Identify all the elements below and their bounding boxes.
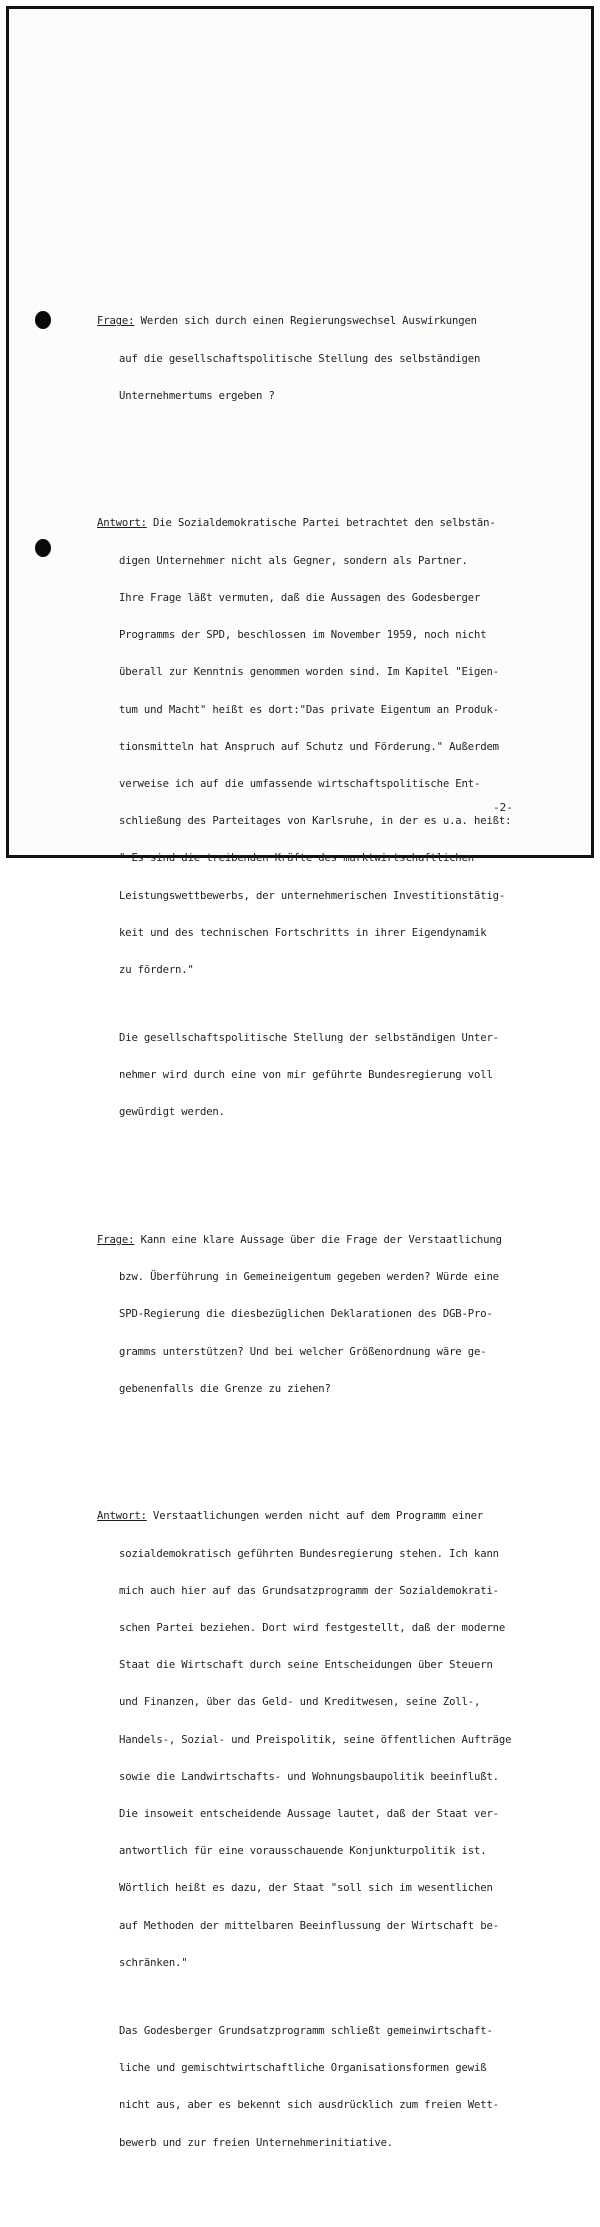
text-line: Die insoweit entscheidende Aussage lautet, daß der Staat ver- <box>119 1808 499 1821</box>
text-line: sozialdemokratisch geführten Bundesregierung stehen. Ich kann <box>119 1547 499 1560</box>
punch-hole-top <box>35 311 51 329</box>
text-line: mich auch hier auf das Grundsatzprogramm der Sozialdemokrati- <box>119 1584 499 1597</box>
text-line: Handels-, Sozial- und Preispolitik, seine öffentlichen Aufträge <box>119 1733 512 1746</box>
text-line: gewürdigt werden. <box>119 1106 225 1119</box>
answer-1 <box>97 493 573 1144</box>
text-line: Werden sich durch einen Regierungswechsel Auswirkungen <box>134 315 477 328</box>
text-line: verweise ich auf die umfassende wirtschaftspolitische Ent- <box>119 777 481 790</box>
text-line: bewerb und zur freien Unternehmerinitiative. <box>119 2136 394 2149</box>
text-line: auf Methoden der mittelbaren Beeinflussung der Wirtschaft be- <box>119 1919 499 1932</box>
text-line: tionsmitteln hat Anspruch auf Schutz und Förderung." Außerdem <box>119 740 499 753</box>
text-line: schränken." <box>119 1956 188 1969</box>
text-line: überall zur Kenntnis genommen worden sind. Im Kapitel "Eigen- <box>119 666 499 679</box>
text-line: Staat die Wirtschaft durch seine Entscheidungen über Steuern <box>119 1659 493 1672</box>
text-line: antwortlich für eine vorausschauende Konjunkturpolitik ist. <box>119 1845 487 1858</box>
text-line: bzw. Überführung in Gemeineigentum gegeben werden? Würde eine <box>119 1271 499 1284</box>
text-line: Die Sozialdemokratische Partei betrachtet den selbstän- <box>146 517 496 530</box>
text-line: Leistungswettbewerbs, der unternehmerischen Investitionstätig- <box>119 889 506 902</box>
text-line: Kann eine klare Aussage über die Frage der Verstaatlichung <box>134 1233 502 1246</box>
text-line: Ihre Frage läßt vermuten, daß die Aussagen des Godesberger <box>119 591 481 604</box>
text-line: liche und gemischtwirtschaftliche Organisationsformen gewiß <box>119 2062 487 2075</box>
text-line: auf die gesellschaftspolitische Stellung des selbständigen <box>119 352 481 365</box>
document-page <box>6 6 594 2149</box>
text-line: Programms der SPD, beschlossen im November 1959, noch nicht <box>119 629 487 642</box>
text-line: zu fördern." <box>119 963 194 976</box>
text-line: und Finanzen, über das Geld- und Kreditwesen, seine Zoll-, <box>119 1696 481 1709</box>
text-line: Das Godesberger Grundsatzprogramm schließt gemeinwirtschaft- <box>119 2024 493 2037</box>
question-1 <box>97 291 573 427</box>
document-body <box>97 241 573 2227</box>
question-label: Frage: <box>97 315 135 328</box>
text-line: Verstaatlichungen werden nicht auf dem Programm einer <box>146 1510 484 1523</box>
text-line: nehmer wird durch eine von mir geführte Bundesregierung voll <box>119 1069 493 1082</box>
question-label: Frage: <box>97 1233 135 1246</box>
text-line: schen Partei beziehen. Dort wird festgestellt, daß der moderne <box>119 1622 506 1635</box>
text-line: gramms unterstützen? Und bei welcher Größenordnung wäre ge- <box>119 1345 487 1358</box>
text-line: tum und Macht" heißt es dort:"Das private Eigentum an Produk- <box>119 703 499 716</box>
answer-label: Antwort: <box>97 517 147 530</box>
punch-hole-bottom <box>35 539 51 557</box>
answer-label: Antwort: <box>97 1510 147 1523</box>
question-2 <box>97 1209 573 1420</box>
text-line: Die gesellschaftspolitische Stellung der selbständigen Unter- <box>119 1031 499 1044</box>
text-line: sowie die Landwirtschafts- und Wohnungsbaupolitik beeinflußt. <box>119 1770 499 1783</box>
text-line: digen Unternehmer nicht als Gegner, sondern als Partner. <box>119 554 468 567</box>
text-line: keit und des technischen Fortschritts in ihrer Eigendynamik <box>119 926 487 939</box>
answer-2 <box>97 1486 573 2174</box>
text-line: SPD-Regierung die diesbezüglichen Deklarationen des DGB-Pro- <box>119 1308 493 1321</box>
text-line: gebenenfalls die Grenze zu ziehen? <box>119 1382 331 1395</box>
text-line: nicht aus, aber es bekennt sich ausdrücklich zum freien Wett- <box>119 2099 499 2112</box>
text-line: schließung des Parteitages von Karlsruhe, in der es u.a. heißt: <box>119 815 512 828</box>
page-number: -2- <box>493 801 513 814</box>
text-line: Unternehmertums ergeben ? <box>119 389 275 402</box>
text-line: Wörtlich heißt es dazu, der Staat "soll sich im wesentlichen <box>119 1882 493 1895</box>
text-line: " Es sind die treibenden Kräfte des marktwirtschaftlichen <box>119 852 474 865</box>
